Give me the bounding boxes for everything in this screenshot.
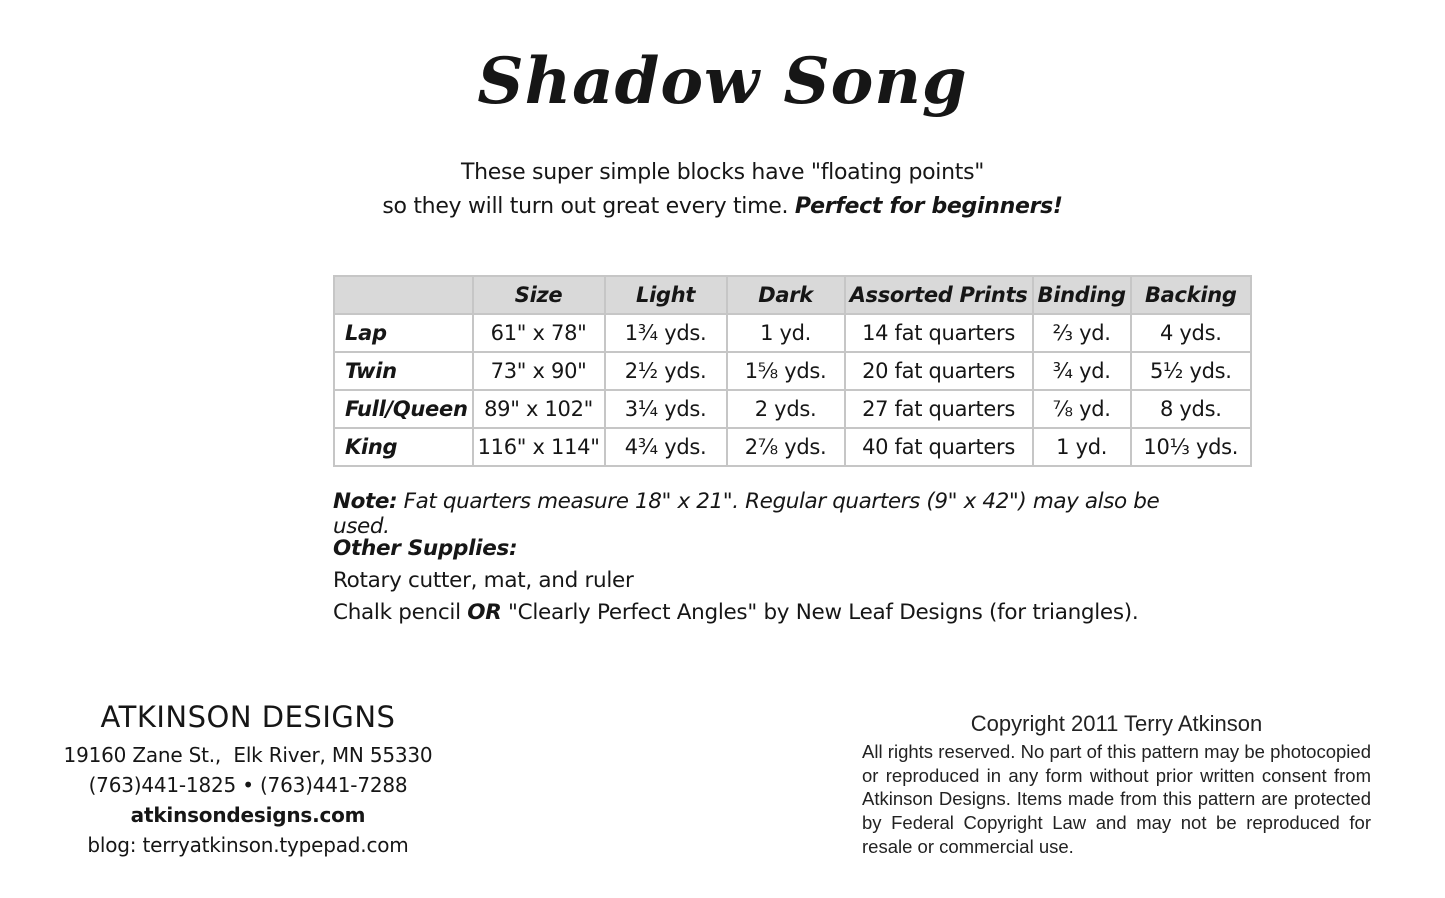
supplies-line-chalk — [333, 597, 1193, 629]
header-cell-binding: Binding — [1033, 276, 1131, 314]
cell-dark: 1 yd. — [727, 314, 845, 352]
cell-binding: ⅔ yd. — [1033, 314, 1131, 352]
cell-backing: 8 yds. — [1131, 390, 1251, 428]
cell-dark: 2⅞ yds. — [727, 428, 845, 466]
chalk-post: "Clearly Perfect Angles" by New Leaf Designs (for triangles). — [501, 600, 1139, 625]
cell-size: 73" x 90" — [473, 352, 605, 390]
note-label: Note: — [333, 489, 398, 514]
chalk-pre: Chalk pencil — [333, 600, 468, 625]
copyright-heading: Copyright 2011 Terry Atkinson — [970, 711, 1263, 736]
table-header-row — [334, 276, 1251, 314]
publisher-address: 19160 Zane St., Elk River, MN 55330 — [63, 743, 433, 767]
header-cell-light: Light — [605, 276, 727, 314]
publisher-website: atkinsondesigns.com — [130, 803, 366, 827]
publisher-name: ATKINSON DESIGNS — [100, 700, 396, 734]
table-row-king — [334, 428, 1251, 466]
cell-size: 89" x 102" — [473, 390, 605, 428]
fat-quarter-note — [333, 489, 1193, 539]
yardage-table — [333, 275, 1252, 467]
pattern-tagline — [0, 156, 1445, 224]
cell-backing: 10⅓ yds. — [1131, 428, 1251, 466]
row-label: King — [334, 428, 473, 466]
cell-light: 2½ yds. — [605, 352, 727, 390]
row-label: Full/Queen — [334, 390, 473, 428]
pattern-title: Shadow Song — [477, 44, 968, 119]
publisher-blog: blog: terryatkinson.typepad.com — [87, 833, 409, 857]
cell-assorted: 27 fat quarters — [845, 390, 1033, 428]
header-cell-dark: Dark — [727, 276, 845, 314]
chalk-or-emphasis: OR — [467, 600, 502, 625]
row-label: Twin — [334, 352, 473, 390]
cell-backing: 5½ yds. — [1131, 352, 1251, 390]
cell-size: 116" x 114" — [473, 428, 605, 466]
cell-assorted: 14 fat quarters — [845, 314, 1033, 352]
copyright-block — [862, 711, 1371, 859]
table-row-full-queen — [334, 390, 1251, 428]
cell-backing: 4 yds. — [1131, 314, 1251, 352]
cell-dark: 1⅝ yds. — [727, 352, 845, 390]
tagline-line1: These super simple blocks have "floating points" — [460, 160, 985, 185]
header-cell-backing: Backing — [1131, 276, 1251, 314]
row-label: Lap — [334, 314, 473, 352]
publisher-phones: (763)441-1825 • (763)441-7288 — [88, 773, 408, 797]
tagline-line2 — [0, 190, 1445, 224]
table-row-twin — [334, 352, 1251, 390]
header-cell-blank — [334, 276, 473, 314]
other-supplies-section — [333, 533, 1193, 629]
cell-assorted: 40 fat quarters — [845, 428, 1033, 466]
cell-binding: 1 yd. — [1033, 428, 1131, 466]
cell-light: 3¼ yds. — [605, 390, 727, 428]
note-text: Fat quarters measure 18" x 21". Regular quarters (9" x 42") may also be used. — [333, 489, 1160, 539]
tagline-line2-regular: so they will turn out great every time. — [382, 194, 795, 219]
yardage-table-container — [333, 275, 1252, 467]
header-cell-size: Size — [473, 276, 605, 314]
publisher-block — [62, 700, 434, 860]
supplies-line-rotary: Rotary cutter, mat, and ruler — [333, 568, 634, 593]
cell-light: 1¾ yds. — [605, 314, 727, 352]
cell-binding: ¾ yd. — [1033, 352, 1131, 390]
cell-light: 4¾ yds. — [605, 428, 727, 466]
table-row-lap — [334, 314, 1251, 352]
cell-assorted: 20 fat quarters — [845, 352, 1033, 390]
tagline-line2-emphasis: Perfect for beginners! — [794, 194, 1063, 219]
copyright-body: All rights reserved. No part of this pattern may be photocopied or reproduced in any form without prior written consent from Atkinson Designs. Items made from this pattern are protected by Federal Copyright Law and may not be reproduced for resale or commercial use. — [862, 741, 1371, 857]
cell-dark: 2 yds. — [727, 390, 845, 428]
cell-binding: ⅞ yd. — [1033, 390, 1131, 428]
other-supplies-heading: Other Supplies: — [333, 536, 518, 561]
cell-size: 61" x 78" — [473, 314, 605, 352]
header-cell-assorted-prints: Assorted Prints — [845, 276, 1033, 314]
